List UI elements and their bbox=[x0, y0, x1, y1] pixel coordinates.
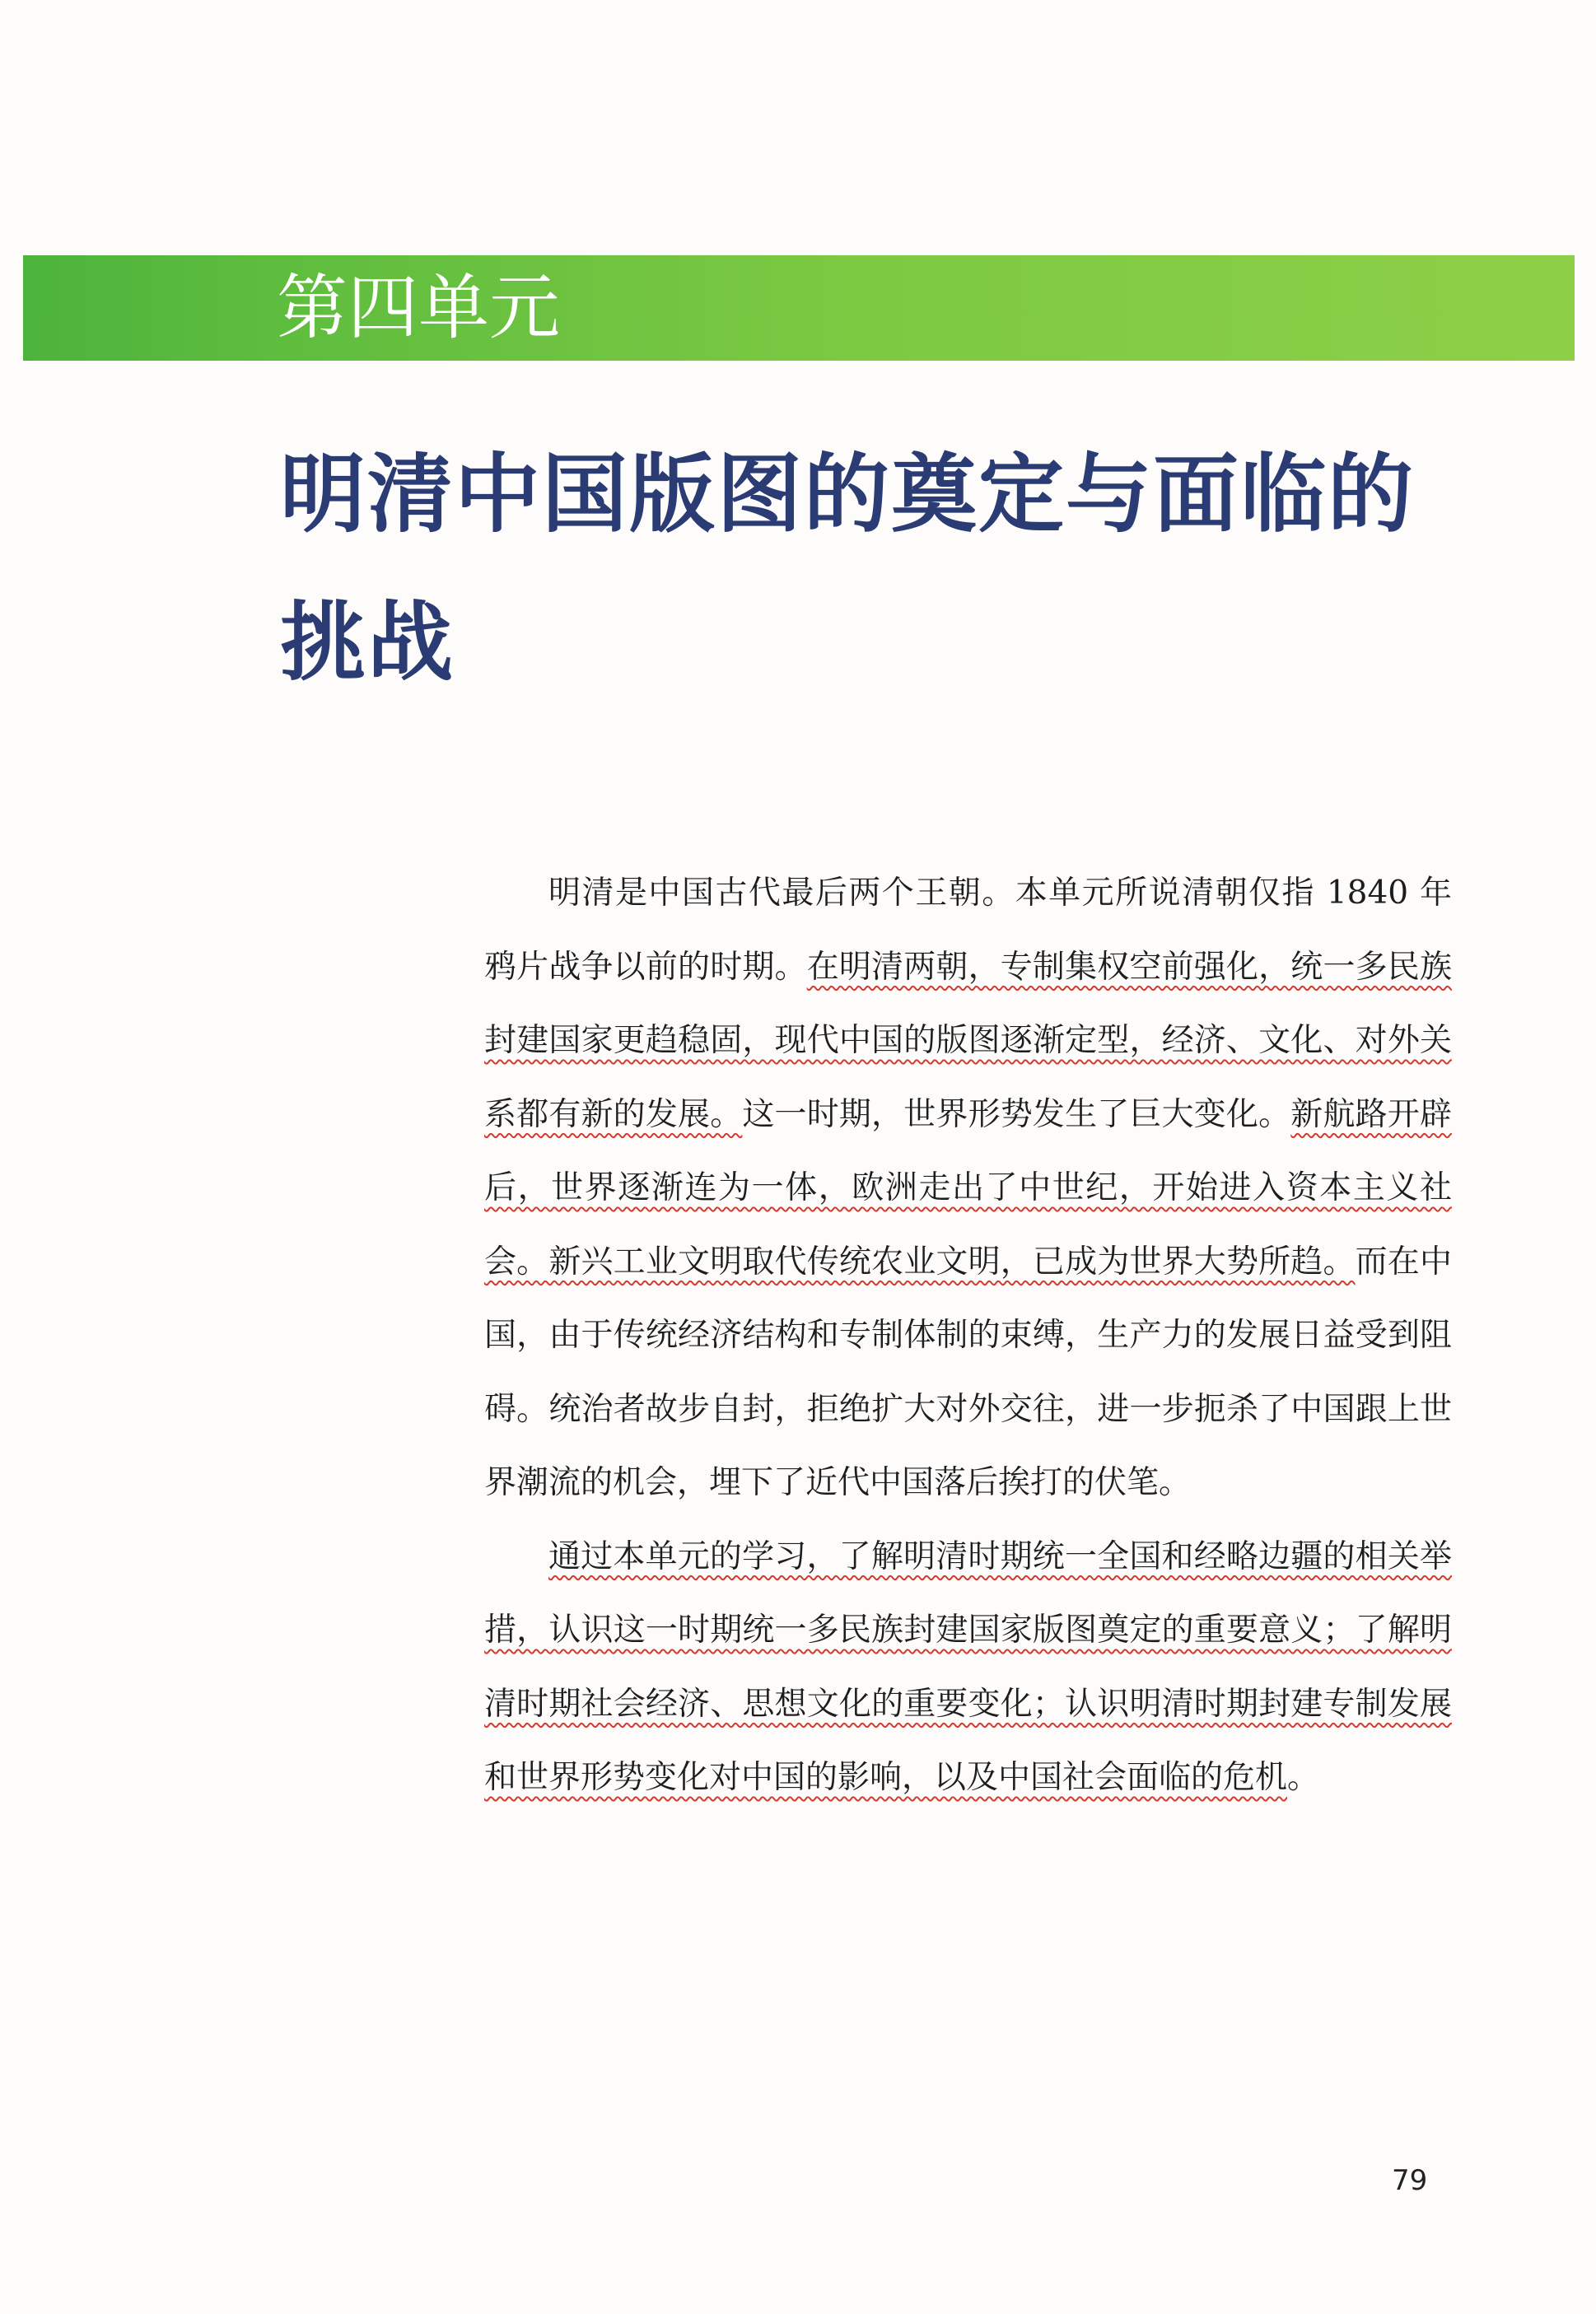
intro-text: 明清是中国古代最后两个王朝。本单元所说清朝仅指 1840 年鸦片战争以前的时期。 bbox=[484, 875, 1452, 986]
chapter-title bbox=[280, 420, 1449, 716]
intro-text: 。 bbox=[1287, 1759, 1320, 1796]
unit-header-band bbox=[23, 255, 1575, 361]
intro-paragraph-2 bbox=[484, 1520, 1452, 1815]
unit-introduction bbox=[484, 856, 1452, 1815]
intro-text: 而在中国，由于传统经济结构和专制体制的束缚，生产力的发展日益受到阻碍。统治者故步自封，拒绝扩大对外交往，进一步扼杀了中国跟上世界潮流的机会，埋下了近代中国落后挨打的伏笔。 bbox=[484, 1243, 1452, 1501]
key-point-underlined: 新航路开辟后，世界逐渐连为一体，欧洲走出了中世纪，开始进入资本主义社会。新兴工业文明取代传统农业文明，已成为世界大势所趋。 bbox=[484, 1095, 1452, 1281]
key-point-underlined: 在明清两朝，专制集权空前强化，统一多民族封建国家更趋稳固，现代中国的版图逐渐定型，经济、文化、对外关系都有新的发展。 bbox=[484, 948, 1452, 1133]
chapter-title-line-2: 挑战 bbox=[280, 591, 455, 693]
intro-paragraph-1 bbox=[484, 856, 1452, 1520]
intro-text: 这一时期，世界形势发生了巨大变化。 bbox=[742, 1095, 1291, 1133]
key-point-underlined: 通过本单元的学习，了解明清时期统一全国和经略边疆的相关举措，认识这一时期统一多民族封建国家版图奠定的重要意义；了解明清时期社会经济、思想文化的重要变化；认识明清时期封建专制发展和世界形势变化对中国的影响，以及中国社会面临的危机 bbox=[484, 1537, 1452, 1796]
unit-title: 第四单元 bbox=[277, 267, 560, 349]
page-number: 79 bbox=[1392, 2164, 1428, 2197]
chapter-title-line-1: 明清中国版图的奠定与面临的 bbox=[280, 443, 1416, 544]
